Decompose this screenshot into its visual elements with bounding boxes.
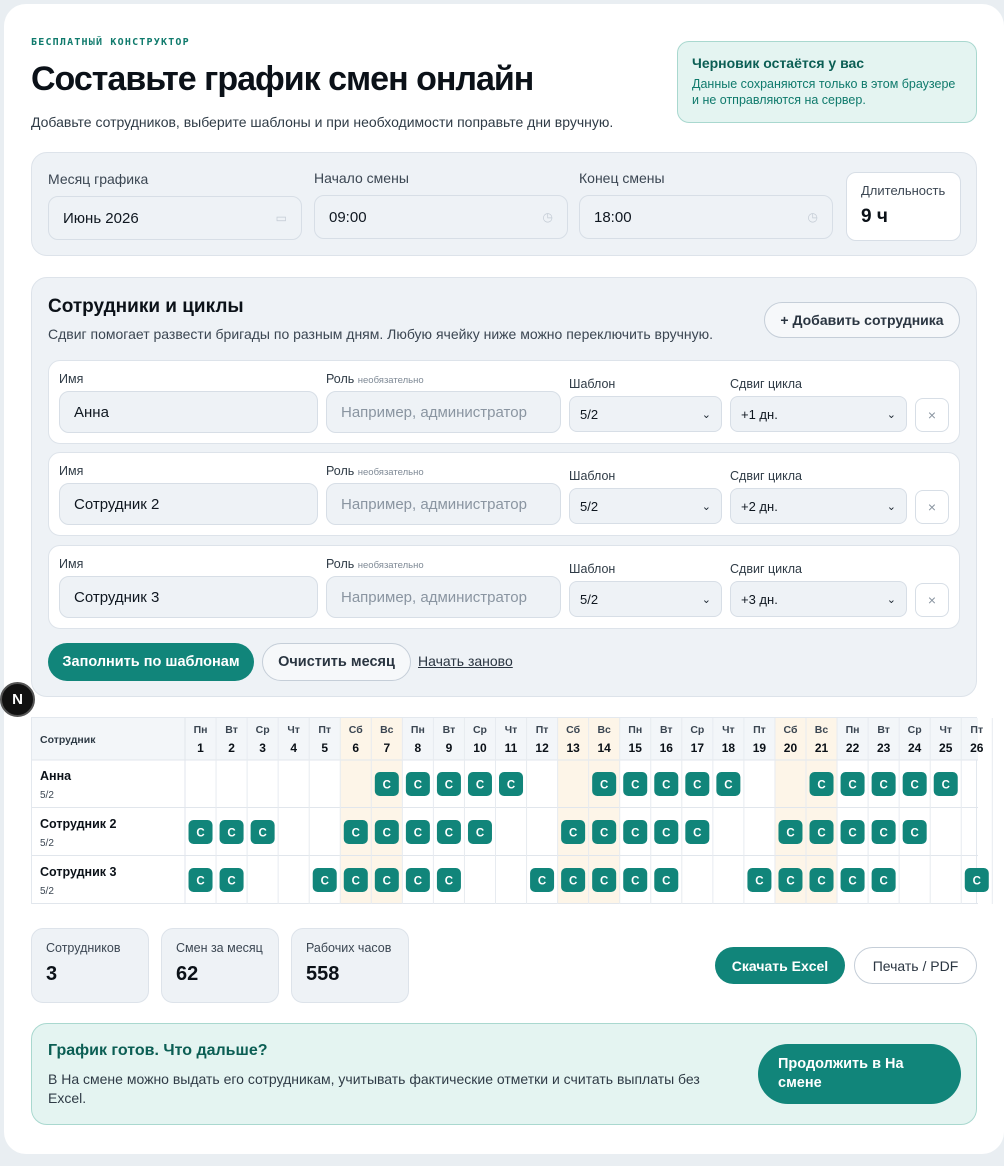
employee-column-header: Сотрудник	[40, 734, 96, 746]
delete-employee-button[interactable]	[915, 490, 949, 524]
shift-letter: С	[879, 827, 888, 840]
shift-letter: С	[631, 875, 640, 888]
shift-letter: С	[444, 875, 454, 888]
day-number: 1	[197, 741, 204, 755]
weekday-label: Вс	[380, 724, 394, 736]
shift-letter: С	[972, 875, 981, 888]
shift-letter: С	[537, 875, 547, 888]
page-subtitle: Добавьте сотрудников, выберите шаблоны и при необходимости поправьте дни вручную.	[31, 114, 614, 130]
weekday-label: Пн	[193, 724, 208, 736]
weekday-label: Вс	[597, 724, 611, 736]
name-label: Имя	[59, 464, 84, 478]
shift-letter: С	[879, 779, 888, 792]
shift-letter: С	[662, 827, 671, 840]
chevron-down-icon: ⌄	[886, 408, 896, 421]
clock-icon[interactable]: ◷	[542, 210, 553, 224]
shift-letter: С	[662, 875, 671, 888]
employee-row	[48, 360, 960, 444]
stat-shifts	[161, 928, 279, 1003]
template-select[interactable]	[569, 581, 722, 617]
day-number: 5	[321, 741, 329, 755]
delete-employee-button[interactable]	[915, 398, 949, 432]
shift-letter: С	[755, 875, 764, 888]
row-template: 5/2	[40, 790, 54, 801]
shift-label: Сдвиг цикла	[730, 562, 802, 576]
weekday-label: Вт	[877, 724, 890, 736]
shift-letter: С	[506, 779, 516, 792]
day-number: 17	[690, 741, 705, 755]
clear-month-button[interactable]: Очистить месяц	[262, 643, 411, 681]
print-pdf-button[interactable]: Печать / PDF	[854, 947, 977, 984]
shift-letter: С	[817, 875, 826, 888]
day-number: 9	[445, 741, 453, 755]
role-label	[326, 372, 424, 386]
start-label: Начало смены	[314, 170, 409, 186]
weekday-label: Пт	[535, 724, 549, 736]
shift-letter: С	[693, 779, 702, 792]
stat-hours	[291, 928, 409, 1003]
employee-row	[48, 452, 960, 536]
shift-letter: С	[382, 875, 391, 888]
day-number: 19	[752, 741, 767, 755]
weekday-label: Сб	[566, 724, 581, 736]
name-input[interactable]: Сотрудник 3	[59, 576, 318, 618]
row-template: 5/2	[40, 838, 54, 849]
template-value: 5/2	[580, 406, 599, 422]
shift-letter: С	[600, 827, 609, 840]
stat-employees	[31, 928, 149, 1003]
name-label: Имя	[59, 372, 84, 386]
day-number: 20	[783, 741, 798, 755]
day-number: 3	[259, 741, 266, 755]
shift-letter: С	[382, 827, 391, 840]
calendar-icon[interactable]: ▭	[275, 211, 287, 225]
role-optional: необязательно	[357, 467, 424, 478]
role-label-text: Роль	[326, 557, 355, 571]
role-input[interactable]: Например, администратор	[326, 391, 561, 433]
employee-row	[48, 545, 960, 629]
cta-text: В На смене можно выдать его сотрудникам, учитывать фактические отметки и считать выплаты без Excel.	[48, 1071, 700, 1106]
weekday-label: Вт	[442, 724, 456, 736]
role-label	[326, 464, 424, 478]
shift-value: +1 дн.	[741, 406, 778, 422]
day-number: 12	[535, 741, 549, 755]
weekday-label: Ср	[690, 724, 705, 736]
template-select[interactable]	[569, 396, 722, 432]
weekday-label: Вт	[659, 724, 673, 736]
weekday-label: Пн	[628, 724, 643, 736]
name-input[interactable]: Сотрудник 2	[59, 483, 318, 525]
shift-letter: С	[600, 875, 609, 888]
day-number: 8	[414, 741, 422, 755]
restart-link[interactable]: Начать заново	[418, 653, 513, 669]
section-subtitle: Сдвиг помогает развести бригады по разным дням. Любую ячейку ниже можно переключить вручную.	[48, 326, 713, 342]
shift-letter: С	[848, 827, 857, 840]
cta-title: График готов. Что дальше?	[48, 1042, 268, 1059]
add-employee-button[interactable]: + Добавить сотрудника	[764, 302, 960, 338]
shift-letter: С	[444, 827, 454, 840]
weekday-label: Чт	[722, 724, 735, 736]
page-title: Составьте график смен онлайн	[31, 60, 534, 98]
dev-tools-button[interactable]: N	[0, 682, 35, 717]
day-number: 6	[352, 741, 360, 755]
shift-letter: С	[196, 875, 205, 888]
chevron-down-icon: ⌄	[701, 408, 711, 421]
end-value: 18:00	[594, 208, 632, 226]
shift-letter: С	[817, 827, 826, 840]
next-steps-banner	[31, 1023, 977, 1125]
shift-letter: С	[848, 875, 857, 888]
note-title: Черновик остаётся у вас	[692, 55, 865, 71]
template-label: Шаблон	[569, 562, 616, 576]
role-label-text: Роль	[326, 464, 355, 478]
chevron-down-icon: ⌄	[886, 593, 896, 606]
shift-letter: С	[227, 827, 236, 840]
close-icon: ×	[927, 407, 937, 423]
month-label: Месяц графика	[48, 171, 149, 187]
note-text: Данные сохраняются только в этом браузере и не отправляются на сервер.	[692, 77, 956, 107]
weekday-label: Ср	[255, 724, 270, 736]
day-number: 13	[566, 741, 580, 755]
template-label: Шаблон	[569, 469, 616, 483]
weekday-label: Сб	[348, 724, 363, 736]
name-input[interactable]: Анна	[59, 391, 318, 433]
stat-employees-value: 3	[46, 963, 58, 985]
shift-letter: С	[475, 827, 485, 840]
row-employee-name: Сотрудник 2	[40, 817, 117, 831]
delete-employee-button[interactable]	[915, 583, 949, 617]
weekday-label: Чт	[504, 724, 518, 736]
shift-value: +2 дн.	[741, 498, 778, 514]
schedule-grid	[31, 717, 984, 904]
month-value: Июнь 2026	[63, 209, 139, 227]
day-number: 22	[845, 741, 860, 755]
settings-panel	[31, 152, 977, 256]
shift-letter: С	[258, 827, 267, 840]
row-employee-name: Анна	[40, 769, 72, 783]
stat-hours-value: 558	[306, 963, 340, 985]
chevron-down-icon: ⌄	[886, 500, 896, 513]
weekday-label: Пн	[410, 724, 425, 736]
day-number: 21	[814, 741, 829, 755]
weekday-label: Ср	[907, 724, 922, 736]
weekday-label: Чт	[287, 724, 300, 736]
month-input[interactable]	[48, 196, 302, 240]
day-number: 23	[876, 741, 891, 755]
day-number: 2	[228, 741, 235, 755]
close-icon: ×	[927, 592, 937, 608]
template-select[interactable]	[569, 488, 722, 524]
shift-letter: С	[786, 827, 795, 840]
stat-hours-label: Рабочих часов	[306, 941, 392, 955]
day-number: 24	[907, 741, 922, 755]
day-number: 4	[290, 741, 298, 755]
start-value: 09:00	[329, 208, 367, 226]
name-label: Имя	[59, 557, 84, 571]
role-optional: необязательно	[357, 375, 424, 386]
day-number: 14	[597, 741, 611, 755]
role-input[interactable]: Например, администратор	[326, 483, 561, 525]
start-time-input[interactable]	[314, 195, 568, 239]
download-excel-button[interactable]: Скачать Excel	[715, 947, 845, 984]
chevron-down-icon: ⌄	[701, 500, 711, 513]
stat-employees-label: Сотрудников	[46, 941, 121, 955]
weekday-label: Ср	[472, 724, 487, 736]
shift-letter: С	[848, 779, 857, 792]
end-time-input[interactable]	[579, 195, 833, 239]
weekday-label: Вт	[225, 724, 238, 736]
shift-letter: С	[351, 827, 360, 840]
shift-letter: С	[941, 779, 950, 792]
duration-value: 9 ч	[861, 206, 888, 227]
shift-letter: С	[444, 779, 454, 792]
shift-label: Сдвиг цикла	[730, 377, 802, 391]
shift-letter: С	[382, 779, 391, 792]
stat-shifts-label: Смен за месяц	[176, 941, 263, 955]
shift-letter: С	[227, 875, 236, 888]
employees-panel	[31, 277, 977, 697]
duration-label: Длительность	[861, 183, 946, 198]
template-label: Шаблон	[569, 377, 616, 391]
template-value: 5/2	[580, 498, 599, 514]
shift-letter: С	[786, 875, 795, 888]
role-optional: необязательно	[357, 560, 424, 571]
draft-note	[677, 41, 977, 123]
chevron-down-icon: ⌄	[701, 593, 711, 606]
day-number: 16	[659, 741, 673, 755]
day-number: 10	[473, 741, 487, 755]
shift-letter: С	[631, 827, 640, 840]
day-number: 7	[383, 741, 391, 755]
cycle-shift-select[interactable]	[730, 581, 907, 617]
shift-letter: С	[413, 779, 423, 792]
shift-letter: С	[910, 827, 919, 840]
weekday-label: Чт	[939, 724, 952, 736]
role-input[interactable]: Например, администратор	[326, 576, 561, 618]
shift-value: +3 дн.	[741, 591, 778, 607]
shift-letter: С	[475, 779, 485, 792]
shift-letter: С	[568, 827, 578, 840]
shift-letter: С	[724, 779, 733, 792]
role-label-text: Роль	[326, 372, 355, 386]
template-value: 5/2	[580, 591, 599, 607]
weekday-label: Вс	[814, 724, 829, 736]
row-template: 5/2	[40, 886, 54, 897]
schedule-grid-svg	[32, 718, 984, 905]
weekday-label: Пт	[970, 724, 984, 736]
cycle-shift-select[interactable]	[730, 396, 907, 432]
close-icon: ×	[927, 499, 937, 515]
continue-button[interactable]: Продолжить в На смене	[758, 1044, 961, 1104]
shift-letter: С	[662, 779, 671, 792]
shift-letter: С	[413, 827, 423, 840]
fill-by-templates-button[interactable]: Заполнить по шаблонам	[48, 643, 254, 681]
role-label	[326, 557, 424, 571]
shift-label: Сдвиг цикла	[730, 469, 802, 483]
day-number: 25	[939, 741, 953, 755]
day-number: 26	[970, 741, 984, 755]
duration-box	[846, 172, 961, 241]
shift-letter: С	[600, 779, 609, 792]
weekday-label: Сб	[783, 724, 798, 736]
weekday-label: Пн	[845, 724, 860, 736]
shift-letter: С	[910, 779, 919, 792]
cycle-shift-select[interactable]	[730, 488, 907, 524]
shift-letter: С	[817, 779, 826, 792]
eyebrow: БЕСПЛАТНЫЙ КОНСТРУКТОР	[31, 37, 190, 48]
shift-letter: С	[351, 875, 360, 888]
shift-letter: С	[631, 779, 640, 792]
stat-shifts-value: 62	[176, 963, 199, 985]
shift-letter: С	[879, 875, 888, 888]
day-number: 15	[628, 741, 642, 755]
shift-letter: С	[413, 875, 423, 888]
shift-letter: С	[196, 827, 205, 840]
shift-letter: С	[320, 875, 329, 888]
shift-letter: С	[693, 827, 702, 840]
shift-letter: С	[568, 875, 578, 888]
weekday-label: Пт	[753, 724, 766, 736]
section-title: Сотрудники и циклы	[48, 296, 244, 317]
row-employee-name: Сотрудник 3	[40, 865, 117, 879]
weekday-label: Пт	[318, 724, 332, 736]
day-number: 11	[504, 741, 518, 755]
day-number: 18	[721, 741, 736, 755]
clock-icon[interactable]: ◷	[807, 210, 818, 224]
end-label: Конец смены	[579, 170, 665, 186]
